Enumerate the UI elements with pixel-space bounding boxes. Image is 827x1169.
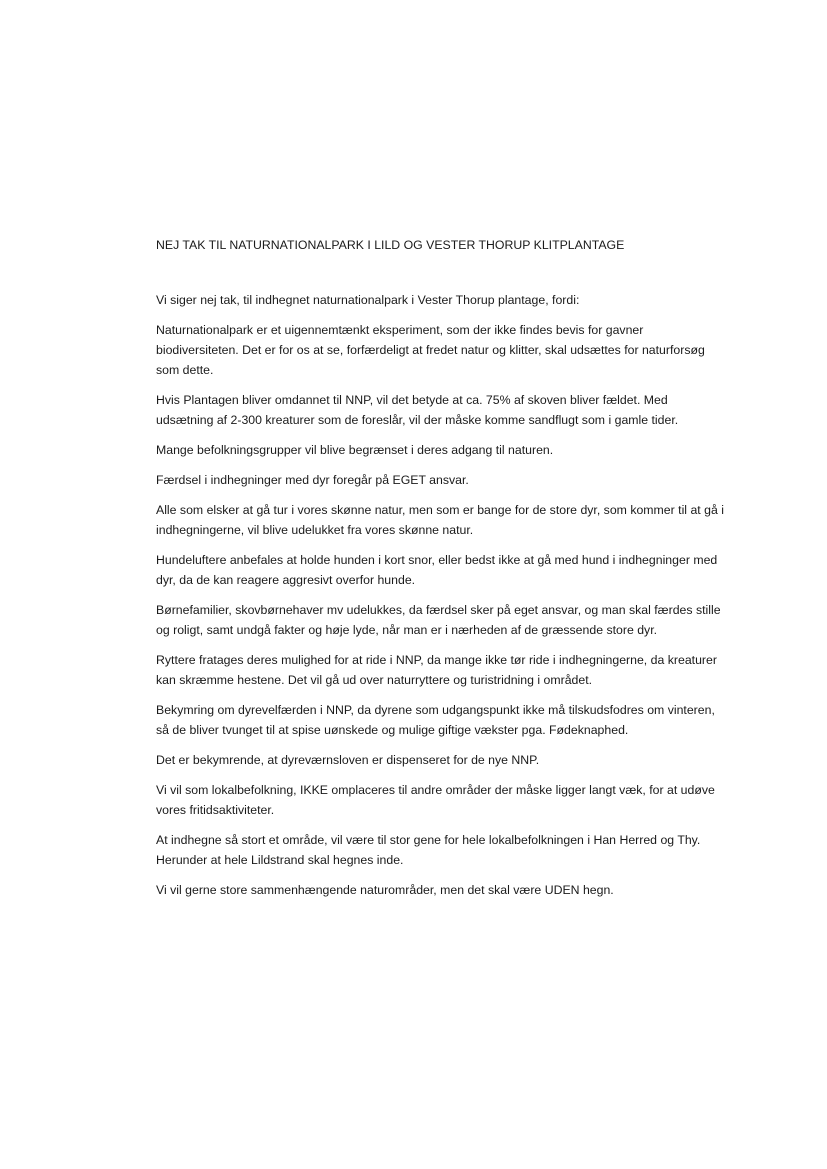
paragraph-own-risk: Færdsel i indhegninger med dyr foregår på EGET ansvar. <box>156 473 469 487</box>
paragraph-biodiversity: Naturnationalpark er et uigennemtænkt eksperiment, som der ikke findes bevis for gavner biodiversiteten. Det er for os at se, forfærdeligt at fredet natur og klitter, skal udsættes for naturforsøg som dette. <box>156 323 705 377</box>
paragraph-access-limited: Mange befolkningsgrupper vil blive begrænset i deres adgang til naturen. <box>156 443 554 457</box>
paragraph-animal-welfare: Bekymring om dyrevelfærden i NNP, da dyrene som udgangspunkt ikke må tilskudsfodres om vinteren, så de bliver tvunget til at spise uønskede og mulige giftige vækster pga. Fødeknaphed. <box>156 703 715 737</box>
paragraph-deforestation: Hvis Plantagen bliver omdannet til NNP, vil det betyde at ca. 75% af skoven bliver fældet. Med udsætning af 2-300 kreaturer som de foreslår, vil der måske komme sandflugt som i gamle tider. <box>156 393 679 427</box>
paragraph-animal-law: Det er bekymrende, at dyreværnsloven er dispenseret for de nye NNP. <box>156 753 540 767</box>
paragraph-walkers: Alle som elsker at gå tur i vores skønne natur, men som er bange for de store dyr, som kommer til at gå i indhegningerne, vil blive udelukket fra vores skønne natur. <box>156 503 724 537</box>
paragraph-relocation: Vi vil som lokalbefolkning, IKKE omplaceres til andre områder der måske ligger langt væk, for at udøve vores fritidsaktiviteter. <box>156 783 715 817</box>
document-body <box>156 236 726 910</box>
paragraph-dog-walkers: Hundeluftere anbefales at holde hunden i kort snor, eller bedst ikke at gå med hund i indhegninger med dyr, da de kan reagere aggresivt overfor hunde. <box>156 553 718 587</box>
paragraph-families: Børnefamilier, skovbørnehaver mv udelukkes, da færdsel sker på eget ansvar, og man skal færdes stille og roligt, samt undgå fakter og høje lyde, når man er i nærheden af de græssende store dyr. <box>156 603 721 637</box>
paragraph-conclusion: Vi vil gerne store sammenhængende naturområder, men det skal være UDEN hegn. <box>156 883 614 897</box>
paragraph-fencing: At indhegne så stort et område, vil være til stor gene for hele lokalbefolkningen i Han Herred og Thy. Herunder at hele Lildstrand skal hegnes inde. <box>156 833 701 867</box>
document-title: NEJ TAK TIL NATURNATIONALPARK I LILD OG VESTER THORUP KLITPLANTAGE <box>156 238 625 252</box>
paragraph-riders: Ryttere fratages deres mulighed for at ride i NNP, da mange ikke tør ride i indhegningerne, da kreaturer kan skræmme hestene. Det vil gå ud over naturryttere og turistridning i området. <box>156 653 717 687</box>
intro-paragraph: Vi siger nej tak, til indhegnet naturnationalpark i Vester Thorup plantage, fordi: <box>156 293 580 307</box>
